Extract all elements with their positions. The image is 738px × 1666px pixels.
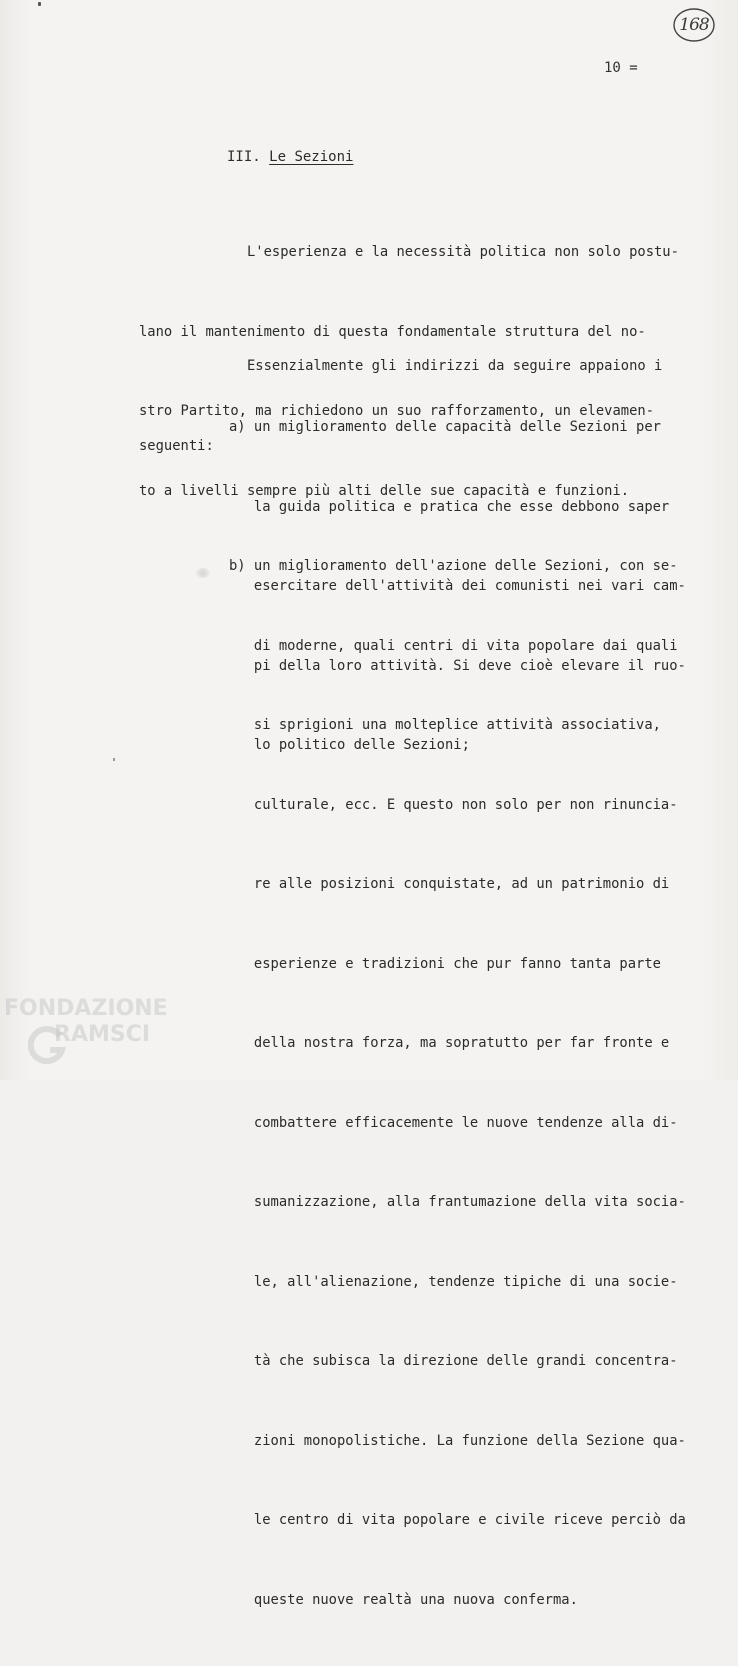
text-line: combattere efficacemente le nuove tendenze alla di- xyxy=(229,1114,678,1131)
text-line: tà che subisca la direzione delle grandi concentra- xyxy=(229,1353,678,1369)
text-line: to a livelli sempre più alti delle sue capacità e funzioni. xyxy=(139,482,630,499)
heading-title: Le Sezioni xyxy=(269,149,354,165)
page-number: 10 = xyxy=(604,60,638,76)
text-line: esercitare dell'attività dei comunisti nei vari cam- xyxy=(229,578,686,594)
text-line: lano il mantenimento di questa fondamentale struttura del no- xyxy=(139,323,646,340)
text-line: seguenti: xyxy=(139,437,214,454)
paper-smudge xyxy=(196,568,210,578)
watermark-logo xyxy=(4,996,204,1066)
heading-prefix: III. xyxy=(227,149,270,165)
text-line: L'esperienza e la necessità politica non solo postu- xyxy=(139,244,679,260)
text-line: b) un miglioramento dell'azione delle Sezioni, con se- xyxy=(229,558,678,574)
watermark-line-2: RAMSCI xyxy=(54,1022,151,1047)
watermark-line-1: FONDAZIONE xyxy=(4,996,168,1021)
text-line: Essenzialmente gli indirizzi da seguire appaiono i xyxy=(139,358,663,374)
ink-mark xyxy=(38,2,41,6)
text-line: sumanizzazione, alla frantumazione della vita socia- xyxy=(229,1194,686,1210)
text-line: le centro di vita popolare e civile riceve perciò da xyxy=(229,1512,686,1528)
text-line: si sprigioni una molteplice attività associativa, xyxy=(229,717,661,733)
text-line: la guida politica e pratica che esse debbono saper xyxy=(229,498,670,515)
list-item-b xyxy=(229,500,686,1666)
text-line: esperienze e tradizioni che pur fanno tanta parte xyxy=(229,955,661,972)
section-heading xyxy=(227,149,353,165)
text-line: zioni monopolistiche. La funzione della Sezione qua- xyxy=(229,1432,686,1449)
text-line: di moderne, quali centri di vita popolare dai quali xyxy=(229,637,678,654)
text-line: queste nuove realtà una nuova conferma. xyxy=(229,1591,578,1608)
text-line: della nostra forza, ma sopratutto per far fronte e xyxy=(229,1035,670,1051)
text-line: culturale, ecc. E questo non solo per non rinuncia- xyxy=(229,796,678,813)
text-line: le, all'alienazione, tendenze tipiche di una socie- xyxy=(229,1273,678,1290)
text-line: stro Partito, ma richiedono un suo rafforzamento, un elevamen- xyxy=(139,403,654,419)
archive-stamp xyxy=(672,6,716,44)
stamp-number: 168 xyxy=(679,15,709,35)
text-line: lo politico delle Sezioni; xyxy=(229,737,470,753)
ink-mark xyxy=(113,758,115,761)
text-line: a) un miglioramento delle capacità delle Sezioni per xyxy=(229,419,661,435)
text-line: re alle posizioni conquistate, ad un patrimonio di xyxy=(229,876,670,892)
text-line: pi della loro attività. Si deve cioè elevare il ruo- xyxy=(229,657,686,674)
